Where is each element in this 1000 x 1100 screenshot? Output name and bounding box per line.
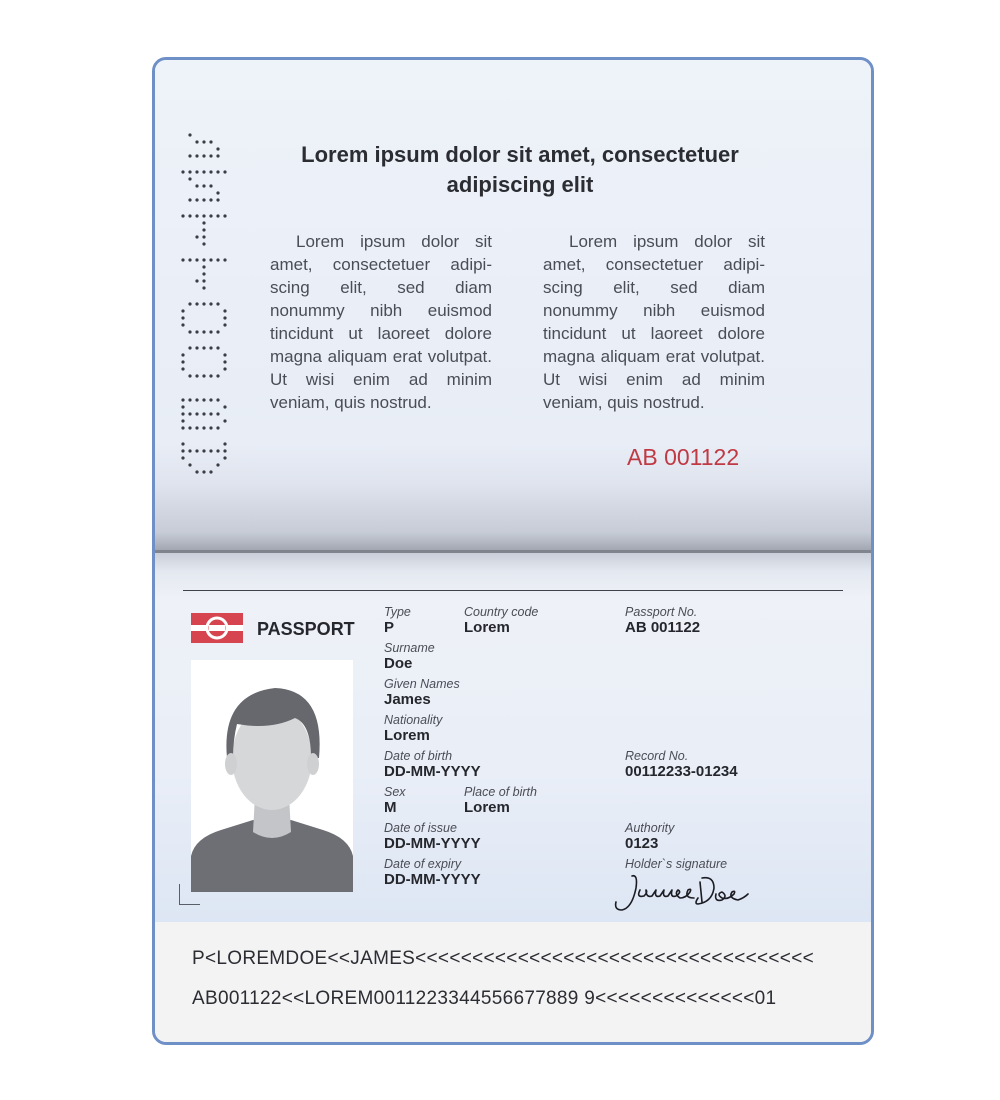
- serial-number: AB 001122: [627, 444, 740, 470]
- info-page: [155, 60, 871, 552]
- field-value: DD-MM-YYYY: [384, 871, 481, 888]
- field-label: Holder`s signature: [625, 857, 728, 871]
- field-type: [384, 605, 411, 636]
- passport-document: [152, 57, 874, 1045]
- field-label: Given Names: [384, 677, 460, 691]
- field-label: Sex: [384, 785, 406, 799]
- field-label: Type: [384, 605, 411, 619]
- field-nationality: [384, 713, 442, 744]
- field-value: 00112233-01234: [625, 763, 738, 780]
- field-date-of-birth: [384, 749, 481, 780]
- field-surname: [384, 641, 435, 672]
- mrz-line-1: P<LOREMDOE<<JAMES<<<<<<<<<<<<<<<<<<<<<<<<<<<<<<<<<<<: [192, 948, 814, 969]
- field-value: AB 001122: [625, 619, 701, 636]
- field-value: Doe: [384, 655, 413, 672]
- field-value: Lorem: [464, 799, 510, 816]
- passport-heading: PASSPORT: [257, 619, 355, 639]
- corner-mark: [179, 884, 200, 905]
- field-value: Lorem: [384, 727, 430, 744]
- field-sex: [384, 785, 406, 816]
- field-given-names: [384, 677, 460, 708]
- field-value: James: [384, 691, 431, 708]
- field-value: 0123: [625, 835, 659, 852]
- field-passport-no: [625, 605, 700, 636]
- field-label: Passport No.: [625, 605, 698, 619]
- mrz-zone: [155, 922, 871, 1042]
- field-value: DD-MM-YYYY: [384, 763, 481, 780]
- field-label: Authority: [625, 821, 675, 835]
- field-label: Country code: [464, 605, 539, 619]
- page-title: Lorem ipsum dolor sit amet, consectetuer adipiscing elit: [301, 142, 739, 197]
- field-label: Place of birth: [464, 785, 537, 799]
- field-label: Date of birth: [384, 749, 453, 763]
- field-country-code: [464, 605, 538, 636]
- field-label: Record No.: [625, 749, 689, 763]
- mrz-line-2: AB001122<<LOREM0011223344556677889 9<<<<<<<<<<<<<<01: [192, 988, 777, 1009]
- field-label: Nationality: [384, 713, 443, 727]
- field-label: Date of expiry: [384, 857, 462, 871]
- field-value: Lorem: [464, 619, 510, 636]
- perforated-serial-number: [177, 132, 231, 482]
- flag-icon: [191, 613, 243, 643]
- field-date-of-expiry: [384, 857, 481, 888]
- field-value: M: [384, 799, 397, 816]
- field-place-of-birth: [464, 785, 537, 816]
- field-value: P: [384, 619, 395, 636]
- holder-photo: [191, 660, 353, 892]
- field-label: Surname: [384, 641, 435, 655]
- field-record-no: [625, 749, 738, 780]
- field-date-of-issue: [384, 821, 481, 852]
- person-silhouette-icon: [191, 660, 353, 892]
- field-authority: [625, 821, 674, 852]
- field-label: Date of issue: [384, 821, 457, 835]
- handwritten-signature-icon: [610, 868, 760, 918]
- paragraph-right: Lorem ipsum dolor sit amet, consectetuer adipiscing elit, sed diam nonummy nibh euismod tincidunt ut laoreet dolore magna aliquam erat volutpat. Ut wisi enim ad minim veniam, quis nostrud.: [543, 232, 765, 412]
- divider-line: [183, 590, 843, 591]
- paragraph-left: Lorem ipsum dolor sit amet, consectetuer adipiscing elit, sed diam nonummy nibh euismod tincidunt ut laoreet dolore magna aliquam erat volutpat. Ut wisi enim ad minim veniam, quis nostrud.: [270, 232, 492, 412]
- field-value: DD-MM-YYYY: [384, 835, 481, 852]
